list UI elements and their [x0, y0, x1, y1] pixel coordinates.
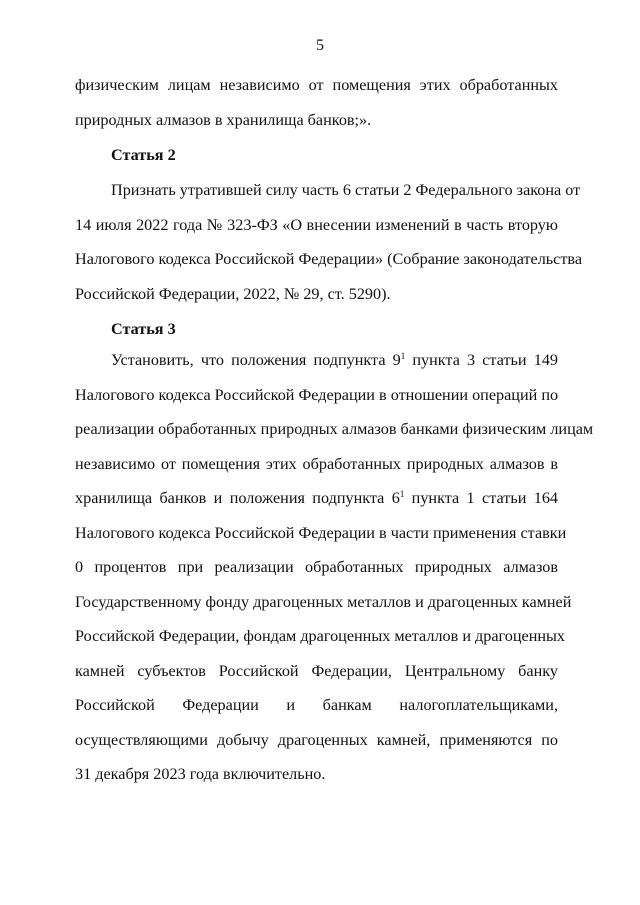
article-3-line: Налогового кодекса Российской Федерации в части применения ставки	[75, 523, 567, 542]
article-3-text: Установить, что положения подпункта 9	[111, 351, 401, 369]
article-3-line: 31 декабря 2023 года включительно.	[75, 765, 326, 783]
article-3-text: хранилища банков и положения подпункта 6	[75, 489, 400, 507]
article-3-heading: Статья 3	[111, 320, 176, 338]
article-3-paragraph	[75, 343, 594, 792]
article-3-line	[75, 343, 558, 378]
article-2-line: Признать утратившей силу часть 6 статьи 2 Федерального закона от	[111, 181, 581, 199]
superscript: 1	[399, 489, 405, 499]
article-3-line: Налогового кодекса Российской Федерации в отношении операций по	[75, 385, 559, 404]
article-2-line: Налогового кодекса Российской Федерации» (Собрание законодательства	[75, 250, 583, 268]
article-3-line: осуществляющими добычу драгоценных камней, применяются по	[75, 730, 558, 749]
article-3-line: камней субъектов Российской Федерации, Центральному банку	[75, 661, 558, 680]
intro-line: физическим лицам независимо от помещения этих обработанных	[75, 76, 558, 94]
article-3-line: независимо от помещения этих обработанных природных алмазов в	[75, 454, 558, 473]
article-3-text: пункта 3 статьи 149	[405, 351, 559, 369]
article-3-line: 0 процентов при реализации обработанных природных алмазов	[75, 558, 558, 576]
article-3-line: Государственному фонду драгоценных металлов и драгоценных камней	[75, 592, 572, 611]
article-2-line: 14 июля 2022 года № 323-ФЗ «О внесении изменений в часть вторую	[75, 215, 558, 234]
intro-line: природных алмазов в хранилища банков;».	[75, 110, 372, 129]
article-3-line: реализации обработанных природных алмазов банками физическим лицам	[75, 420, 594, 438]
article-3-text: пункта 1 статьи 164	[404, 489, 559, 507]
article-3-line: Российской Федерации и банкам налогоплательщиками,	[75, 696, 558, 714]
article-2-heading: Статья 2	[111, 146, 176, 164]
article-3-line	[75, 481, 558, 516]
page-number: 5	[316, 37, 324, 54]
article-3-line: Российской Федерации, фондам драгоценных металлов и драгоценных	[75, 627, 566, 645]
intro-paragraph	[75, 68, 558, 137]
superscript: 1	[400, 351, 406, 361]
article-2-line: Российской Федерации, 2022, № 29, ст. 5290).	[75, 284, 391, 303]
article-2-paragraph	[75, 173, 583, 311]
